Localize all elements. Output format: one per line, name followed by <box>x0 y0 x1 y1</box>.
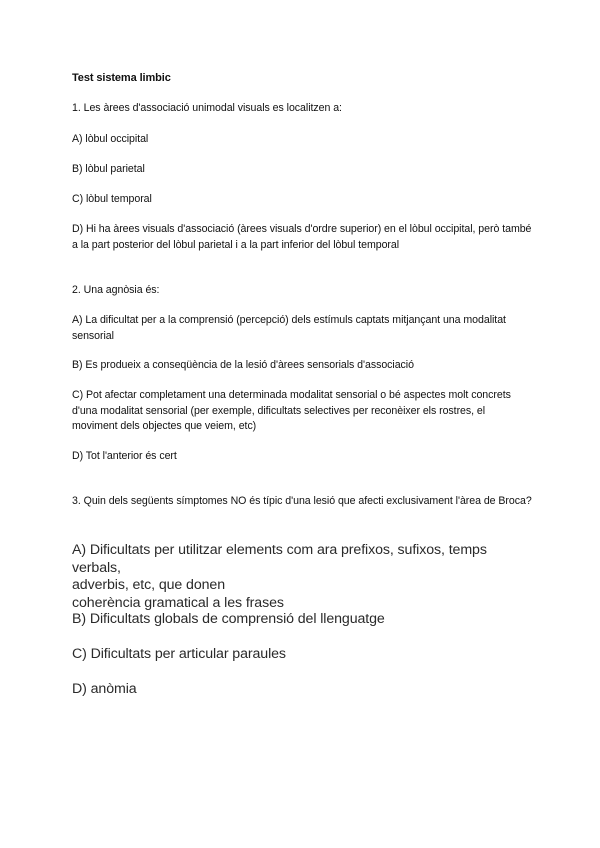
q2-option-c: C) Pot afectar completament una determinada modalitat sensorial o bé aspectes molt concrets d'una modalitat sensorial (per exemple, dificultats selectives per reconèixer els rostres, el moviment dels objectes que veiem, etc) <box>72 389 511 432</box>
q3-option-a <box>72 542 532 612</box>
q1-option-d: D) Hi ha àrees visuals d'associació (àrees visuals d'ordre superior) en el lòbul occipital, però també a la part posterior del lòbul parietal i a la part inferior del lòbul temporal <box>72 223 532 251</box>
q2-option-d: D) Tot l'anterior és cert <box>72 450 177 462</box>
q2-option-b: B) Es produeix a conseqüència de la lesió d'àrees sensorials d'associació <box>72 359 414 371</box>
question-1: 1. Les àrees d'associació unimodal visuals es localitzen a: <box>72 102 342 114</box>
q3-option-c: C) Dificultats per articular paraules <box>72 646 286 662</box>
q3-option-b: B) Dificultats globals de comprensió del llenguatge <box>72 611 385 627</box>
q1-option-b: B) lòbul parietal <box>72 163 145 175</box>
q1-option-a: A) lòbul occipital <box>72 133 149 145</box>
q3-option-a-line-3: coherència gramatical a les frases <box>72 594 284 611</box>
q3-option-a-line-2: adverbis, etc, que donen <box>72 577 225 593</box>
question-2: 2. Una agnòsia és: <box>72 284 160 296</box>
q1-option-c: C) lòbul temporal <box>72 193 152 205</box>
q2-option-a: A) La dificultat per a la comprensió (percepció) dels estímuls captats mitjançant una modalitat sensorial <box>72 314 506 342</box>
question-3: 3. Quin dels següents símptomes NO és típic d'una lesió que afecti exclusivament l'àrea de Broca? <box>72 495 532 507</box>
document-title: Test sistema limbic <box>72 72 171 84</box>
q3-option-a-line-1: A) Dificultats per utilitzar elements com ara prefixos, sufixos, temps verbals, <box>72 542 487 576</box>
q3-option-d: D) anòmia <box>72 681 137 697</box>
